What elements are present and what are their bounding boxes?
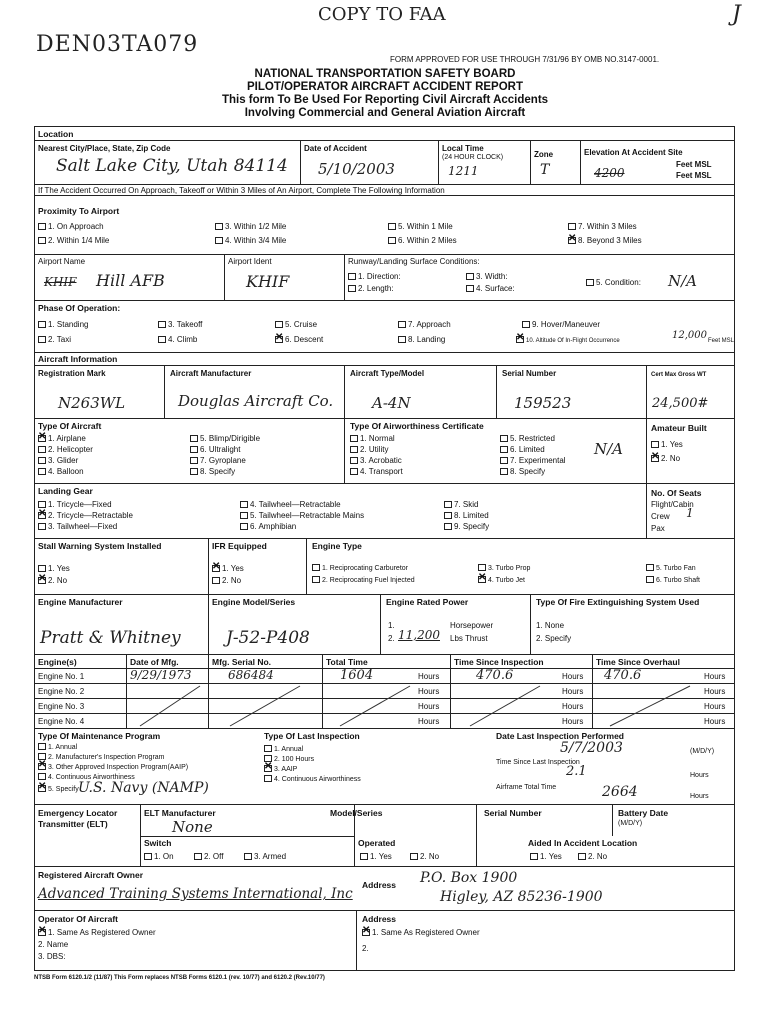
gear-opt-6[interactable]: 6. Amphibian (240, 522, 296, 531)
airport-name-value[interactable]: Hill AFB (96, 271, 165, 290)
operator-address-same[interactable]: ✕1. Same As Registered Owner (362, 928, 480, 937)
checkbox-checked[interactable] (38, 785, 46, 792)
last-insp-label: Type Of Last Inspection (264, 731, 360, 741)
type-opt-3[interactable]: 3. Glider (38, 456, 78, 465)
stall-label: Stall Warning System Installed (38, 541, 162, 551)
since-hours: Hours (690, 772, 709, 779)
seats-crew: Crew (651, 512, 670, 521)
col-date: Date of Mfg. (130, 657, 179, 667)
corner-mark: J (732, 2, 741, 27)
maint-opt-1[interactable]: 1. Annual (38, 743, 77, 751)
model-label: Aircraft Type/Model (350, 369, 425, 378)
reg-value[interactable]: N263WL (58, 394, 126, 412)
checkbox[interactable] (38, 773, 46, 780)
reg-label: Registration Mark (38, 369, 106, 378)
table-row-name: Engine No. 4 (38, 717, 85, 726)
col-ovh: Time Since Overhaul (596, 657, 680, 667)
battery-sub: (M/D/Y) (618, 820, 643, 827)
type-opt-4[interactable]: 4. Balloon (38, 467, 84, 476)
hours-label: Hours (418, 687, 440, 696)
zone-value[interactable]: T (540, 162, 550, 178)
table-row-name: Engine No. 2 (38, 687, 85, 696)
maint-opt-4[interactable]: 4. Continuous Airworthiness (38, 773, 135, 781)
last-opt-2[interactable]: 2. 100 Hours (264, 755, 314, 763)
stall-yes[interactable]: 1. Yes (38, 564, 70, 573)
checkbox-checked[interactable] (362, 929, 370, 936)
type-opt-2[interactable]: 2. Helicopter (38, 445, 93, 454)
hours-label: Hours (562, 717, 584, 726)
amateur-section: Amateur Built (651, 423, 707, 433)
owner-address-1[interactable]: P.O. Box 1900 (420, 870, 518, 886)
checkbox-checked[interactable] (38, 929, 46, 936)
etype-opt-5[interactable]: 5. Turbo Fan (646, 564, 696, 572)
operated-no[interactable]: 2. No (410, 852, 439, 861)
local-time-value[interactable]: 1211 (448, 164, 479, 178)
switch-on[interactable]: 1. On (144, 852, 174, 861)
operator-label: Operator Of Aircraft (38, 914, 118, 924)
seats-pax: Pax (651, 524, 665, 533)
seats-section: No. Of Seats (651, 488, 702, 498)
checkbox[interactable] (578, 853, 586, 860)
last-opt-1[interactable]: 1. Annual (264, 745, 303, 753)
aw-opt-8[interactable]: 8. Specify (500, 467, 545, 476)
maint-opt-5[interactable]: ✕5. Specify (38, 785, 79, 793)
hours-label: Hours (704, 672, 726, 681)
phase-opt-2[interactable]: 2. Taxi (38, 335, 71, 344)
airport-name-label: Airport Name (38, 257, 86, 266)
airworthiness-section: Type Of Airworthiness Certificate (350, 421, 484, 431)
feet-msl-2: Feet MSL (676, 171, 712, 180)
runway-length[interactable]: 2. Length: (348, 284, 394, 293)
elev-label: Elevation At Accident Site (584, 148, 683, 157)
aided-yes[interactable]: 1. Yes (530, 852, 562, 861)
hours-label: Hours (418, 702, 440, 711)
operator-dbs[interactable]: 3. DBS: (38, 952, 66, 961)
amateur-no[interactable]: ✕2. No (651, 454, 680, 463)
type-opt-5[interactable]: 5. Blimp/Dirigible (190, 434, 260, 443)
footer-note: NTSB Form 6120.1/2 (11/87) This Form replaces NTSB Forms 6120.1 (rev. 10/77) and 6120.2 (Rev.10/77) (34, 975, 325, 981)
checkbox[interactable] (360, 853, 368, 860)
checkbox[interactable] (264, 775, 272, 782)
prox-opt-7[interactable]: 7. Within 3 Miles (568, 222, 637, 231)
rule (140, 836, 354, 837)
fire-specify[interactable]: 2. Specify (536, 634, 572, 643)
elt-operated-label: Operated (358, 838, 396, 848)
engine-mfr-label: Engine Manufacturer (38, 597, 123, 607)
engine-model-value[interactable]: J-52-P408 (226, 628, 310, 648)
thrust-label: Lbs Thrust (450, 634, 488, 643)
table-row-insp[interactable]: 470.6 (476, 668, 514, 683)
local-time-label: Local Time (442, 144, 484, 153)
thrust-value[interactable]: 11,200 (398, 628, 440, 642)
phase-opt-10[interactable]: ✕10. Altitude Of In-Flight Occurrence (516, 336, 620, 344)
nearest-value[interactable]: Salt Lake City, Utah 84114 (56, 156, 288, 176)
etype-opt-1[interactable]: 1. Reciprocating Carburetor (312, 564, 408, 572)
elt-model-label: Model/Series (330, 808, 383, 818)
condition-value[interactable]: N/A (668, 272, 698, 290)
hp-label: Horsepower (450, 621, 494, 630)
last-opt-4[interactable]: 4. Continuous Airworthiness (264, 775, 361, 783)
handwritten-note: COPY TO FAA (318, 4, 446, 25)
hours-label: Hours (704, 702, 726, 711)
amateur-yes[interactable]: 1. Yes (651, 440, 683, 449)
handwritten-id: DEN03TA079 (36, 32, 199, 57)
operator-same[interactable]: ✕1. Same As Registered Owner (38, 928, 156, 937)
aw-opt-7[interactable]: 7. Experimental (500, 456, 566, 465)
prox-opt-2[interactable]: 2. Within 1/4 Mile (38, 236, 109, 245)
hours-label: Hours (562, 672, 584, 681)
ifr-yes[interactable]: ✕1. Yes (212, 564, 244, 573)
checkbox[interactable] (530, 853, 538, 860)
operator-address-2[interactable]: 2. (362, 944, 369, 953)
col-total: Total Time (326, 657, 368, 667)
col-insp: Time Since Inspection (454, 657, 544, 667)
engine-type-label: Engine Type (312, 541, 362, 551)
checkbox[interactable] (194, 853, 202, 860)
table-row-serial[interactable]: 686484 (228, 668, 274, 682)
title-line-4: Involving Commercial and General Aviation Aircraft (244, 107, 526, 119)
title-line-3: This form To Be Used For Reporting Civil Aircraft Accidents (221, 94, 549, 106)
engine-model-label: Engine Model/Series (212, 597, 296, 607)
hours-label: Hours (704, 687, 726, 696)
aw-value[interactable]: N/A (594, 440, 624, 458)
prox-opt-6[interactable]: 6. Within 2 Miles (388, 236, 457, 245)
elev-value[interactable]: 4200 (594, 166, 625, 180)
type-opt-7[interactable]: 7. Gyroplane (190, 456, 246, 465)
owner-address-label: Address (362, 880, 397, 890)
rule (140, 804, 141, 866)
rule (476, 804, 477, 866)
operator-address-label: Address (362, 914, 397, 924)
runway-width[interactable]: 3. Width: (466, 272, 508, 281)
phase-opt-3[interactable]: 3. Takeoff (158, 320, 202, 329)
elt-switch-label: Switch (144, 838, 172, 848)
hours-label: Hours (418, 717, 440, 726)
switch-armed[interactable]: 3. Armed (244, 852, 286, 861)
phase-opt-5[interactable]: 5. Cruise (275, 320, 317, 329)
serial-label: Serial Number (502, 369, 557, 378)
mdy-label: (M/D/Y) (690, 748, 715, 755)
engine-mfr-value[interactable]: Pratt & Whitney (40, 628, 181, 648)
altitude-feet-msl: Feet MSL (708, 338, 735, 344)
type-opt-6[interactable]: 6. Ultralight (190, 445, 240, 454)
aw-opt-4[interactable]: 4. Transport (350, 467, 403, 476)
landing-gear-section: Landing Gear (38, 486, 93, 496)
last-opt-3[interactable]: ✕3. AAIP (264, 765, 297, 773)
checkbox[interactable] (410, 853, 418, 860)
airport-name-struck: KHIF (44, 275, 77, 289)
ifr-label: IFR Equipped (212, 541, 267, 551)
date-label: Date of Accident (304, 144, 367, 153)
prox-opt-4[interactable]: 4. Within 3/4 Mile (215, 236, 286, 245)
aided-no[interactable]: 2. No (578, 852, 607, 861)
phase-opt-7[interactable]: 7. Approach (398, 320, 451, 329)
prox-opt-1[interactable]: 1. On Approach (38, 222, 104, 231)
table-row-name: Engine No. 1 (38, 672, 85, 681)
maint-opt-2[interactable]: 2. Manufacturer's Inspection Program (38, 753, 165, 761)
aw-opt-6[interactable]: 6. Limited (500, 445, 545, 454)
aw-opt-2[interactable]: 2. Utility (350, 445, 388, 454)
seats-flight-cabin: Flight/Cabin (651, 500, 694, 509)
maint-opt-3[interactable]: ✕3. Other Approved Inspection Program(AAIP) (38, 763, 188, 771)
elt-serial-label: Serial Number (484, 808, 542, 818)
seats-crew-value[interactable]: 1 (686, 506, 694, 520)
etype-opt-4[interactable]: ✕4. Turbo Jet (478, 576, 525, 584)
gear-opt-1[interactable]: 1. Tricycle—Fixed (38, 500, 112, 509)
hours-label: Hours (704, 717, 726, 726)
checkbox[interactable] (264, 745, 272, 752)
since-label: Time Since Last Inspection (496, 759, 580, 766)
date-value[interactable]: 5/10/2003 (318, 160, 395, 178)
checkbox-checked[interactable] (264, 765, 272, 772)
owner-label: Registered Aircraft Owner (38, 870, 144, 880)
etype-opt-3[interactable]: 3. Turbo Prop (478, 564, 530, 572)
fire-none[interactable]: 1. None (536, 621, 565, 630)
table-row-date[interactable]: 9/29/1973 (130, 668, 192, 682)
serial-value[interactable]: 159523 (514, 394, 572, 412)
type-opt-8[interactable]: 8. Specify (190, 467, 235, 476)
approach-note: If The Accident Occurred On Approach, Takeoff or Within 3 Miles of An Airport, Complete The Following Information (38, 186, 445, 195)
owner-value[interactable]: Advanced Training Systems International, Inc (38, 886, 353, 902)
runway-label: Runway/Landing Surface Conditions: (348, 257, 480, 266)
switch-off[interactable]: 2. Off (194, 852, 223, 861)
runway-condition[interactable]: 5. Condition: (586, 278, 641, 287)
owner-address-2[interactable]: Higley, AZ 85236-1900 (440, 889, 603, 905)
type-opt-1[interactable]: ✕1. Airplane (38, 434, 86, 443)
mfr-value[interactable]: Douglas Aircraft Co. (178, 392, 334, 410)
checkbox-checked[interactable] (38, 763, 46, 770)
phase-opt-8[interactable]: 8. Landing (398, 335, 445, 344)
proximity-section: Proximity To Airport (38, 206, 120, 216)
prox-opt-8[interactable]: ✕8. Beyond 3 Miles (568, 236, 642, 245)
nearest-label: Nearest City/Place, State, Zip Code (38, 144, 171, 153)
phase-section: Phase Of Operation: (38, 303, 121, 313)
elt-mfr-label: ELT Manufacturer (144, 808, 216, 818)
runway-direction[interactable]: 1. Direction: (348, 272, 401, 281)
form-approved: FORM APPROVED FOR USE THROUGH 7/31/96 BY OMB NO.3147-0001. (390, 55, 660, 64)
title-line-1: NATIONAL TRANSPORTATION SAFETY BOARD (254, 68, 516, 80)
gear-opt-9[interactable]: 9. Specify (444, 522, 489, 531)
rule (356, 910, 357, 970)
last-date-label: Date Last Inspection Performed (496, 731, 625, 741)
operator-name[interactable]: 2. Name (38, 940, 69, 949)
gross-label: Cert Max Gross WT (651, 372, 707, 378)
maint-specify-value[interactable]: U.S. Navy (NAMP) (78, 780, 209, 796)
airport-ident-value[interactable]: KHIF (246, 272, 290, 291)
table-row-name: Engine No. 3 (38, 702, 85, 711)
engine-power-label: Engine Rated Power (386, 597, 469, 607)
stall-no[interactable]: ✕2. No (38, 576, 67, 585)
etype-opt-2[interactable]: 2. Reciprocating Fuel Injected (312, 576, 415, 584)
airport-ident-label: Airport Ident (228, 257, 272, 266)
checkbox[interactable] (144, 853, 152, 860)
gear-opt-2[interactable]: ✕2. Tricycle—Retractable (38, 511, 133, 520)
col-serial: Mfg. Serial No. (212, 657, 272, 667)
rule (612, 804, 613, 836)
phase-opt-4[interactable]: 4. Climb (158, 335, 197, 344)
gear-opt-4[interactable]: 4. Tailwheel—Retractable (240, 500, 341, 509)
fire-label: Type Of Fire Extinguishing System Used (536, 597, 700, 607)
checkbox[interactable] (38, 743, 46, 750)
since-value[interactable]: 2.1 (566, 764, 587, 779)
elt-aided-label: Aided In Accident Location (528, 838, 638, 848)
table-row-total[interactable]: 1604 (340, 668, 374, 683)
col-engine: Engine(s) (38, 657, 77, 667)
phase-opt-6[interactable]: ✕6. Descent (275, 335, 323, 344)
gear-opt-5[interactable]: 5. Tailwheel—Retractable Mains (240, 511, 364, 520)
mfr-label: Aircraft Manufacturer (170, 369, 252, 378)
gross-value[interactable]: 24,500# (652, 396, 709, 411)
phase-opt-9[interactable]: 9. Hover/Maneuver (522, 320, 600, 329)
checkbox[interactable] (244, 853, 252, 860)
aw-opt-5[interactable]: 5. Restricted (500, 434, 555, 443)
etype-opt-6[interactable]: 6. Turbo Shaft (646, 576, 700, 584)
battery-label: Battery Date (618, 808, 669, 818)
aircraft-section: Aircraft Information (38, 354, 118, 364)
airframe-value[interactable]: 2664 (602, 784, 638, 800)
airframe-hours: Hours (690, 793, 709, 800)
gear-opt-3[interactable]: 3. Tailwheel—Fixed (38, 522, 117, 531)
prox-opt-3[interactable]: 3. Within 1/2 Mile (215, 222, 286, 231)
local-time-sub: (24 HOUR CLOCK) (442, 154, 504, 161)
runway-surface[interactable]: 4. Surface: (466, 284, 515, 293)
operated-yes[interactable]: 1. Yes (360, 852, 392, 861)
phase-opt-1[interactable]: 1. Standing (38, 320, 88, 329)
prox-opt-5[interactable]: 5. Within 1 Mile (388, 222, 453, 231)
hours-label: Hours (562, 687, 584, 696)
hours-label: Hours (562, 702, 584, 711)
altitude-value[interactable]: 12,000 (672, 330, 707, 341)
location-section: Location (38, 129, 74, 139)
table-row-ovh[interactable]: 470.6 (604, 668, 642, 683)
zone-label: Zone (534, 150, 554, 159)
title-line-2: PILOT/OPERATOR AIRCRAFT ACCIDENT REPORT (247, 81, 523, 93)
gear-opt-8[interactable]: 8. Limited (444, 511, 489, 520)
type-aircraft-section: Type Of Aircraft (38, 421, 102, 431)
hours-label: Hours (418, 672, 440, 681)
feet-msl-1: Feet MSL (676, 160, 712, 169)
maint-program-label: Type Of Maintenance Program (38, 731, 161, 741)
aw-opt-3[interactable]: 3. Acrobatic (350, 456, 402, 465)
airframe-label: Airframe Total Time (496, 784, 557, 791)
aw-opt-1[interactable]: 1. Normal (350, 434, 395, 443)
elt-mfr-value[interactable]: None (172, 818, 213, 836)
ifr-no[interactable]: 2. No (212, 576, 241, 585)
gear-opt-7[interactable]: 7. Skid (444, 500, 478, 509)
elt-label: Emergency Locator Transmitter (ELT) (38, 808, 118, 829)
last-date-value[interactable]: 5/7/2003 (560, 740, 623, 756)
model-value[interactable]: A-4N (372, 394, 411, 412)
